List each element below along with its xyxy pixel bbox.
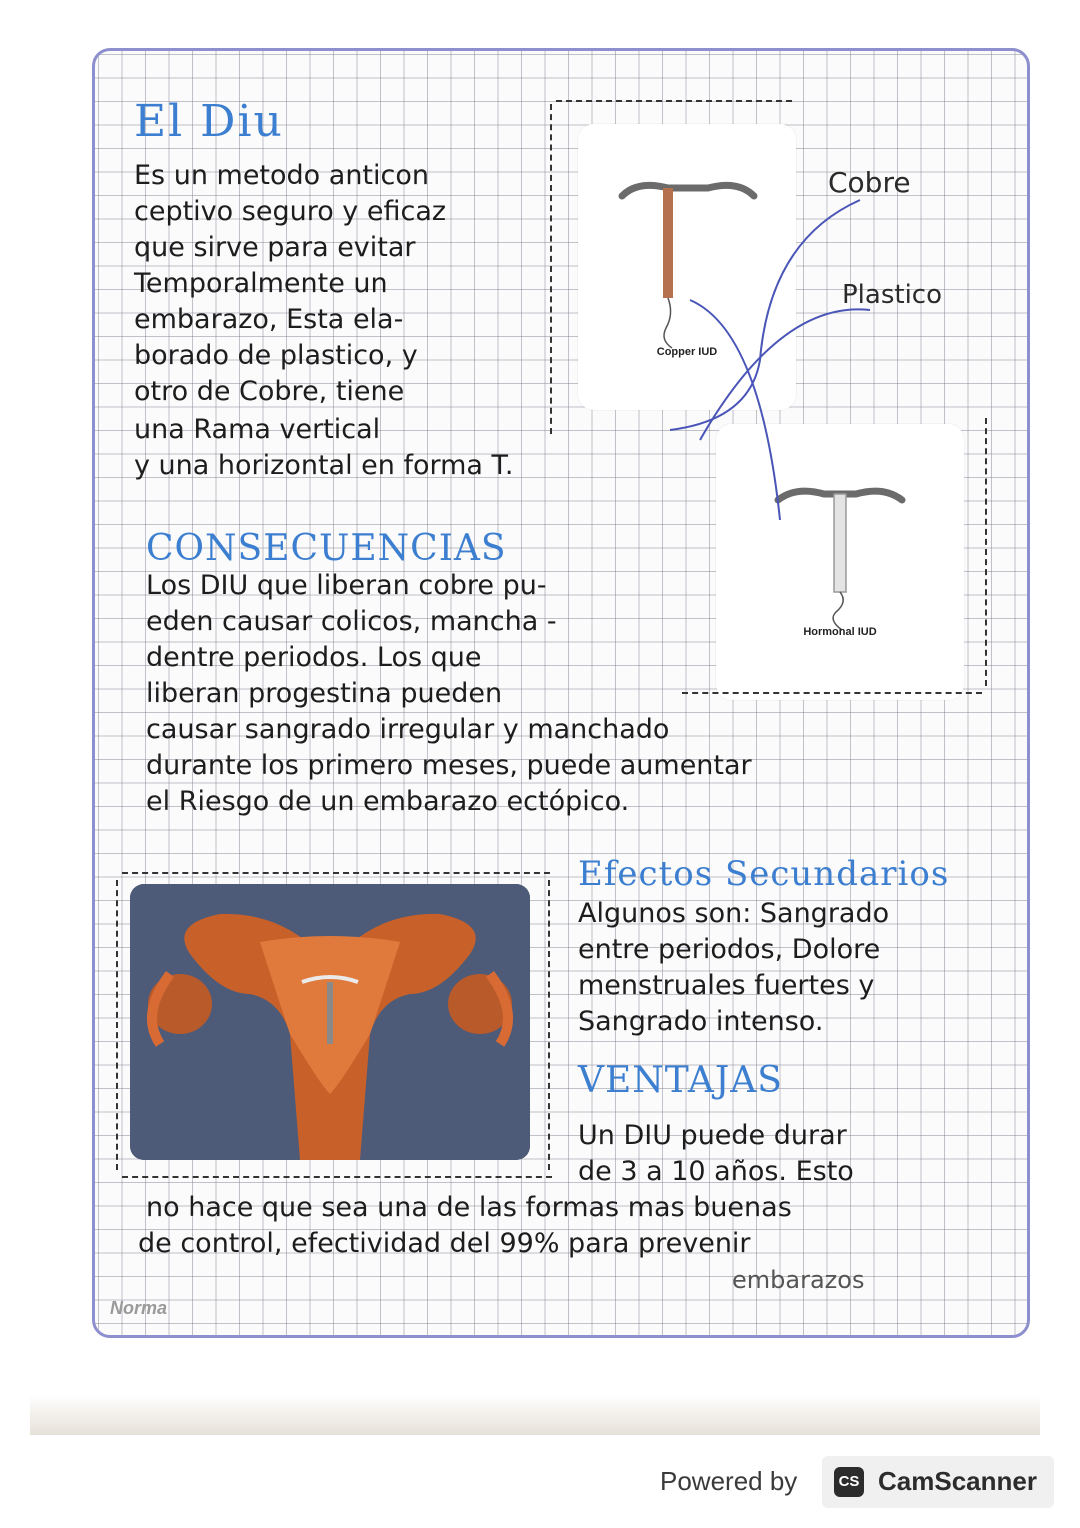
copper-iud-card (578, 124, 796, 410)
intro-line: una Rama vertical (134, 414, 381, 445)
ventajas-line: no hace que sea una de las formas mas buenas (146, 1192, 792, 1223)
copper-iud-caption: Copper IUD (656, 346, 718, 358)
consecuencias-line: dentre periodos. Los que (146, 642, 482, 673)
dashed-frame-uterus-right (548, 880, 550, 1170)
dashed-frame-uterus-left (116, 880, 118, 1170)
intro-line: otro de Cobre, tiene (134, 376, 405, 407)
consecuencias-line: liberan progestina pueden (146, 678, 503, 709)
dashed-frame-left (550, 104, 552, 434)
consecuencias-line: causar sangrado irregular y manchado (146, 714, 670, 745)
dashed-frame-uterus-top (122, 872, 550, 874)
consecuencias-line: eden causar colicos, mancha - (146, 606, 557, 637)
powered-by-text: Powered by (660, 1466, 798, 1496)
hormonal-iud-caption: Hormonal IUD (803, 626, 877, 638)
dashed-frame-right (985, 418, 987, 686)
dashed-frame-bottom (682, 692, 982, 694)
consecuencias-line: el Riesgo de un embarazo ectópico. (146, 786, 630, 817)
efectos-heading: Efectos Secundarios (578, 854, 950, 894)
paper-edge-shadow (30, 1395, 1040, 1435)
camscanner-badge (822, 1456, 1054, 1508)
dashed-frame-top (556, 100, 792, 102)
intro-line: borado de plastico, y (134, 340, 418, 371)
intro-line: ceptivo seguro y eficaz (134, 196, 447, 227)
ventajas-line: de control, efectividad del 99% para prevenir (138, 1228, 751, 1259)
efectos-line: entre periodos, Dolore (578, 934, 881, 965)
intro-line: Temporalmente un (134, 268, 388, 299)
hormonal-iud-card (716, 424, 964, 700)
ventajas-heading: VENTAJAS (578, 1060, 783, 1101)
dashed-frame-uterus-bottom (122, 1176, 552, 1178)
consecuencias-line: durante los primero meses, puede aumentar (146, 750, 752, 781)
intro-line: que sirve para evitar (134, 232, 416, 263)
ventajas-line: embarazos (732, 1266, 865, 1294)
intro-line: Es un metodo anticon (134, 160, 429, 191)
hormonal-iud-icon (716, 452, 964, 652)
ventajas-line: Un DIU puede durar (578, 1120, 847, 1151)
camscanner-logo-icon: CS (834, 1467, 864, 1497)
efectos-line: menstruales fuertes y (578, 970, 875, 1001)
page-title: El Diu (134, 96, 284, 147)
label-plastico: Plastico (842, 280, 943, 310)
intro-line: embarazo, Esta ela- (134, 304, 404, 335)
copper-iud-icon (578, 144, 796, 374)
intro-line: y una horizontal en forma T. (134, 450, 514, 481)
consecuencias-line: Los DIU que liberan cobre pu- (146, 570, 547, 601)
efectos-line: Sangrado intenso. (578, 1006, 824, 1037)
label-cobre: Cobre (828, 166, 911, 199)
notebook-brand: Norma (110, 1298, 168, 1318)
consecuencias-heading: CONSECUENCIAS (146, 528, 507, 569)
camscanner-name: CamScanner (878, 1466, 1037, 1496)
efectos-line: Algunos son: Sangrado (578, 898, 890, 929)
uterus-image (130, 884, 530, 1160)
ventajas-line: de 3 a 10 años. Esto (578, 1156, 854, 1187)
uterus-illustration-icon (130, 884, 530, 1160)
